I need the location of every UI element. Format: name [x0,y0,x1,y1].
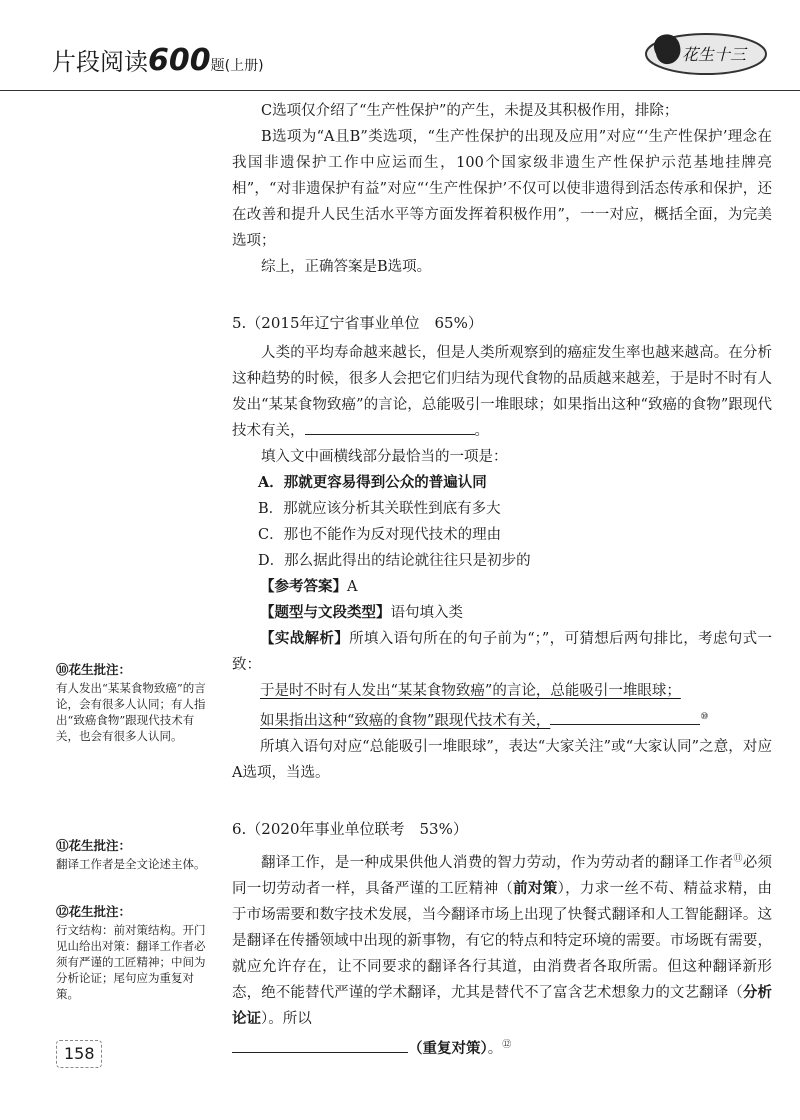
logo-text: 花生十三 [681,45,747,64]
analysis-blank [550,710,700,725]
analysis-conclusion: 所填入语句对应“总能吸引一堆眼球”，表达“大家关注”或“大家认同”之意，对应A选项，当选。 [232,738,772,781]
book-title [52,42,264,78]
note-body: 行文结构：前对策结构。开门见山给出对策：翻译工作者必须有严谨的工匠精神；中间为分析论证；尾句应为重复对策。 [56,923,206,1001]
prev-answer-line: B选项为“A且B”类选项，“生产性保护的出现及应用”对应“‘生产性保护’理念在我国非遗保护工作中应运而生，100个国家级非遗生产性保护示范基地挂牌亮相”，“对非遗保护有益”对应“‘生产性保护’不仅可以使非遗得到活态传承和保护，还在改善和提升人民生活水平等方面发挥着积极作用”，一一对应，概括全面，为完美选项； [232,129,772,249]
prev-answer-line: 综上，正确答案是B选项。 [261,259,432,275]
q5-heading: 5.（2015年辽宁省事业单位 65%） [232,314,483,332]
q5-stem-text: 人类的平均寿命越来越长，但是人类所观察到的癌症发生率也越来越高。在分析这种趋势的时候，很多人会把它们归结为现代食物的品质越来越差，于是时不时有人发出“某某食物致癌”的言论，总能吸引一堆眼球；如果指出这种“致癌的食物”跟现代技术有关， [232,345,772,439]
q6-text: 翻译工作，是一种成果供他人消费的智力劳动，作为劳动者的翻译工作者 [261,854,734,871]
q5-blank [305,420,475,435]
note-body: 有人发出“某某食物致癌”的言论，会有很多人认同；有人指出“致癌食物”跟现代技术有关，也会有很多人认同。 [56,681,206,743]
note-title: ⑩花生批注： [56,662,132,677]
note-mark: ⑩ [700,712,709,722]
q5-option-a: A．那就更容易得到公众的普遍认同 [258,474,487,491]
q5-stem [232,340,772,470]
q6-bold: 分析论证 [232,983,773,1027]
q5-stem-end: 。 [474,423,489,439]
q5-prompt: 填入文中画横线部分最恰当的一项是： [261,449,508,465]
q6-bold: （重复对策） [408,1039,488,1057]
analysis-line-2: 如果指出这种“致癌的食物”跟现代技术有关， [260,712,551,729]
q6-text: ），力求一丝不苟、精益求精，由于市场需要和数字技术发展，当今翻译市场上出现了快餐式翻译和人工智能翻译。这是翻译在传播领域中出现的新事物，有它的特点和特定环境的需要。市场既有需要，就应允许存在，让不同要求的翻译各行其道，由消费者各取所需。但这种翻译新形态，绝不能替代严谨的学术翻译，尤其是替代不了富含艺术想象力的文艺翻译（ [232,880,773,1001]
note-mark: ⑫ [502,1039,512,1050]
header-rule [0,90,800,91]
q5-option-b: B．那就应该分析其关联性到底有多大 [258,501,501,517]
side-note-11 [56,838,214,872]
analysis-line-1: 于是时不时有人发出“某某食物致癌”的言论，总能吸引一堆眼球； [260,683,681,699]
answer-value: A [347,579,358,595]
q6-text: 必须同一切劳动者一样，具备严谨的工匠精神（ [232,854,772,897]
q6-heading: 6.（2020年事业单位联考 53%） [232,820,468,838]
title-suffix: 题 [210,58,225,74]
brand-logo [636,24,770,80]
analysis-label: 【实战解析】 [260,630,350,647]
q5-options [258,470,531,574]
answer-label: 【参考答案】 [260,578,347,595]
side-note-12 [56,904,214,1002]
type-value: 语句填入类 [390,605,463,621]
note-body: 翻译工作者是全文论述主体。 [56,857,206,871]
title-volume: (上册) [224,58,264,74]
note-title: ⑪花生批注： [56,838,132,853]
q6-text: ）。所以 [261,1010,312,1027]
q5-option-d: D．那么据此得出的结论就往往只是初步的 [258,553,531,569]
note-mark: ⑪ [733,854,743,864]
prev-answer [232,98,772,280]
title-prefix: 片段阅读 [52,48,148,76]
q6-stem [232,846,772,1062]
note-title: ⑫花生批注： [56,904,132,919]
q6-text: 。 [487,1040,503,1057]
type-label: 【题型与文段类型】 [260,604,391,621]
q5-option-c: C．那也不能作为反对现代技术的理由 [258,527,502,543]
title-number: 600 [148,43,211,78]
q6-blank [232,1038,408,1053]
side-note-10 [56,662,214,744]
page-number: 158 [64,1044,95,1063]
analysis-text: 所填入语句所在的句子前为“；”，可猜想后两句排比，考虑句式一致： [232,631,772,673]
q5-explanation [232,574,772,786]
prev-answer-line: C选项仅介绍了“生产性保护”的产生，未提及其积极作用，排除； [261,103,679,119]
q6-bold: 前对策 [513,879,558,897]
